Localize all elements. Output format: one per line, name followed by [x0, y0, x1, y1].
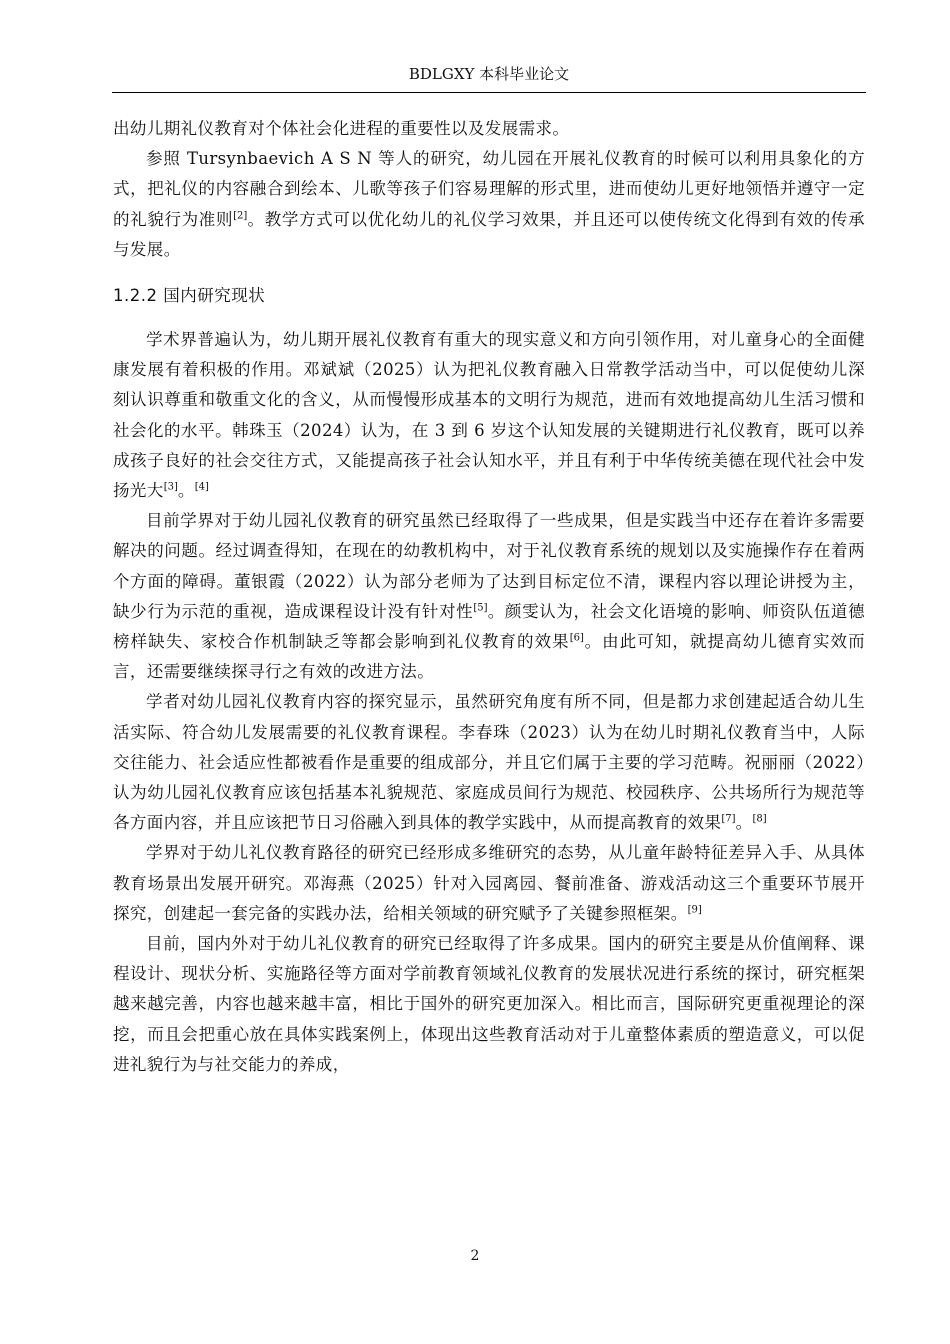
section-heading: 1.2.2 国内研究现状: [113, 286, 266, 306]
paragraph-text: 参照 Tursynbaevich A S N 等人的研究，幼儿园在开展礼仪教育的时候可以利用具象化的方式，把礼仪的内容融合到绘本、儿歌等孩子们容易理解的形式里，进而使幼儿更好地领悟并遵守一定的礼貌行为准则: [113, 149, 865, 229]
citation: [8]: [752, 813, 767, 825]
citation: [7]: [721, 813, 736, 825]
paragraph-summary: 目前，国内外对于幼儿礼仪教育的研究已经取得了许多成果。国内的研究主要是从价值阐释、课程设计、现状分析、实施路径等方面对学前教育领域礼仪教育的发展状况进行系统的探讨，研究框架越来越完善，内容也越来越丰富，相比于国外的研究更加深入。相比而言，国际研究更重视理论的深挖，而且会把重心放在具体实践案例上，体现出这些教育活动对于儿童整体素质的塑造意义，可以促进礼貌行为与社交能力的养成，: [113, 934, 865, 1074]
paragraph-foreign-research: [113, 144, 865, 265]
citation: [4]: [194, 481, 209, 493]
citation: [5]: [473, 602, 488, 614]
citation: [9]: [687, 904, 702, 916]
paragraph-text: 。颜雯认为，社会文化语境的影响、师资队伍道德榜样缺失、家校合作机制缺乏等都会影响到礼仪教育的效果: [113, 601, 865, 652]
page-number: 2: [470, 1248, 480, 1264]
page-footer: [0, 1247, 950, 1265]
paragraph-current-problems: [113, 506, 865, 687]
paragraph-text: 学界对于幼儿礼仪教育路径的研究已经形成多维研究的态势，从儿童年龄特征差异入手、从具体教育场景出发展开研究。邓海燕（2025）针对入园离园、餐前准备、游戏活动这三个重要环节展开探究，创建起一套完备的实践办法，给相关领域的研究赋予了关键参照框架。: [113, 843, 865, 923]
paragraph-text: 学者对幼儿园礼仪教育内容的探究显示，虽然研究角度有所不同，但是都力求创建起适合幼儿生活实际、符合幼儿发展需要的礼仪教育课程。李春珠（2023）认为在幼儿时期礼仪教育当中，人际交往能力、社会适应性都被看作是重要的组成部分，并且它们属于主要的学习范畴。祝丽丽（2022）认为幼儿园礼仪教育应该包括基本礼貌规范、家庭成员间行为规范、校园秩序、公共场所行为规范等各方面内容，并且应该把节日习俗融入到具体的教学实践中，从而提高教育的效果: [113, 692, 865, 833]
paragraph-text: 。: [177, 481, 195, 501]
paragraph-path-research: [113, 838, 865, 929]
paragraph-text: 。由此可知，就提高幼儿德育实效而言，还需要继续探寻行之有效的改进方法。: [113, 632, 865, 682]
paragraph-academic-consensus: [113, 325, 865, 506]
page-header: [112, 64, 866, 93]
body-content: [113, 114, 865, 1080]
citation: [3]: [163, 481, 178, 493]
paragraph-text: 。: [735, 813, 753, 833]
citation: [6]: [569, 632, 584, 644]
paragraph-text: 学术界普遍认为，幼儿期开展礼仪教育有重大的现实意义和方向引领作用，对儿童身心的全面健康发展有着积极的作用。邓斌斌（2025）认为把礼仪教育融入日常教学活动当中，可以促使幼儿深刻认识尊重和敬重文化的含义，从而慢慢形成基本的文明行为规范，进而有效地提高幼儿生活习惯和社会化的水平。韩珠玉（2024）认为，在 3 到 6 岁这个认知发展的关键期进行礼仪教育，既可以养成孩子良好的社会交往方式，又能提高孩子社会认知水平，并且有利于中华传统美德在现代社会中发扬光大: [113, 330, 865, 501]
paragraph-text: 目前学界对于幼儿园礼仪教育的研究虽然已经取得了一些成果，但是实践当中还存在着许多需要解决的问题。经过调查得知，在现在的幼教机构中，对于礼仪教育系统的规划以及实施操作存在着两个方面的障碍。董银霞（2022）认为部分老师为了达到目标定位不清，课程内容以理论讲授为主，缺少行为示范的重视，造成课程设计没有针对性: [113, 511, 865, 621]
header-title: BDLGXY 本科毕业论文: [408, 65, 570, 83]
paragraph-content-research: [113, 687, 865, 838]
paragraph-text: 。教学方式可以优化幼儿的礼仪学习效果，并且还可以使传统文化得到有效的传承与发展。: [113, 209, 865, 259]
paragraph-continued: 出幼儿期礼仪教育对个体社会化进程的重要性以及发展需求。: [113, 119, 570, 138]
citation: [2]: [233, 210, 248, 222]
